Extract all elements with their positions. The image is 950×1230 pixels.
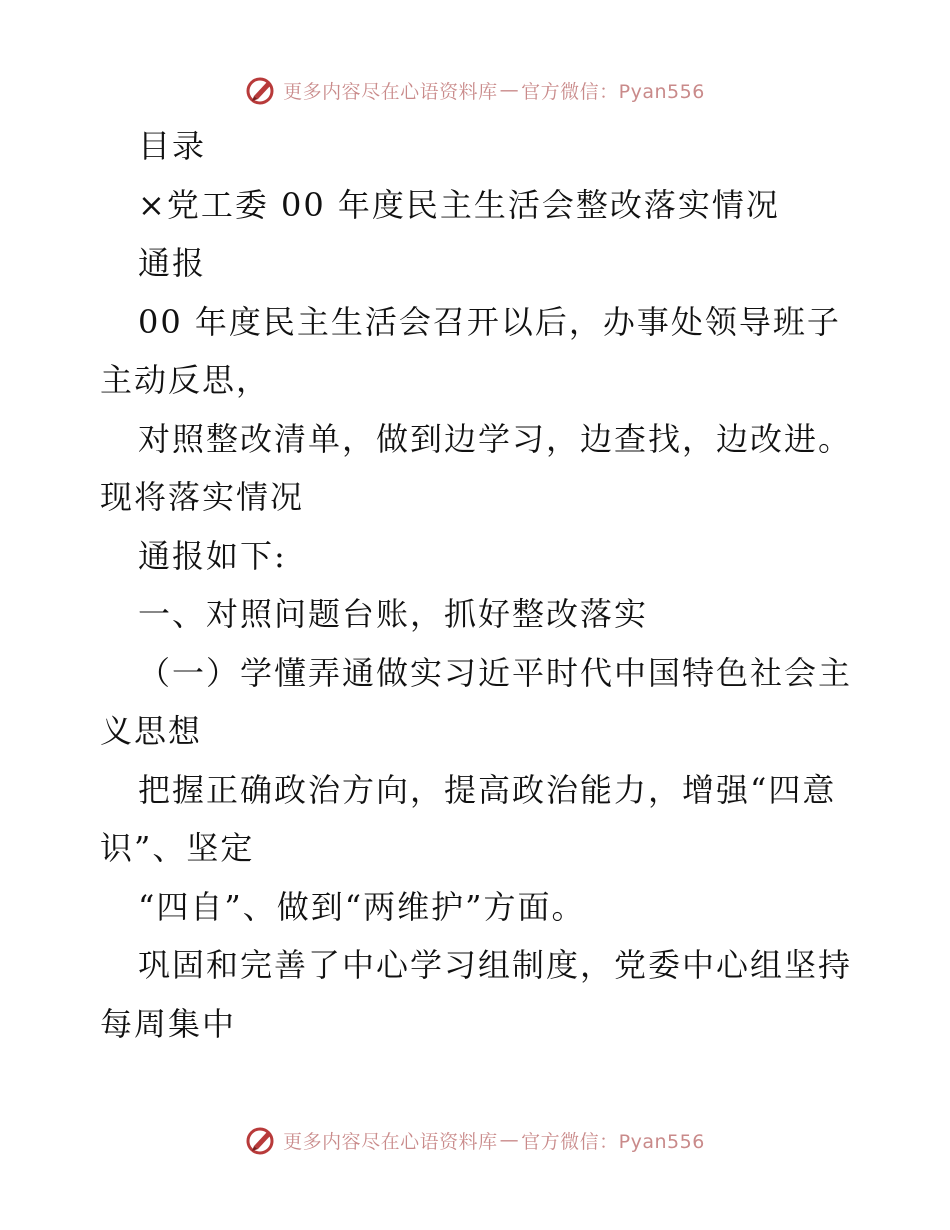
pen-logo-icon: [245, 1124, 277, 1156]
document-line: 一、对照问题台账，抓好整改落实: [138, 595, 649, 633]
document-line: 00 年度民主生活会召开以后，办事处领导班子: [138, 302, 841, 341]
watermark-contact: 官方微信：Pyan556: [521, 80, 705, 103]
watermark-separator: —: [499, 79, 520, 101]
document-line: 巩固和完善了中心学习组制度，党委中心组坚持: [138, 946, 853, 984]
document-line: 目录: [138, 127, 207, 165]
document-line: “四自”、做到“两维护”方面。: [138, 887, 586, 926]
watermark-header: [0, 70, 950, 110]
pen-logo-icon: [245, 74, 277, 106]
document-line: ×党工委 00 年度民主生活会整改落实情况: [138, 185, 780, 224]
watermark-footer: [0, 1120, 950, 1160]
document-line: 把握正确政治方向，提高政治能力，增强“四意: [138, 770, 837, 809]
document-line: 通报: [138, 244, 207, 282]
watermark-text: 更多内容尽在心语资料库: [283, 1130, 498, 1153]
watermark-text: 更多内容尽在心语资料库: [283, 80, 498, 103]
document-line: 对照整改清单，做到边学习，边查找，边改进。: [138, 419, 853, 458]
watermark-contact: 官方微信：Pyan556: [521, 1130, 705, 1153]
document-line: 主动反思，: [100, 361, 271, 399]
document-line: （一）学懂弄通做实习近平时代中国特色社会主: [138, 653, 853, 692]
watermark-separator: —: [499, 1129, 520, 1151]
document-line: 每周集中: [100, 1004, 237, 1043]
document-line: 义思想: [100, 712, 203, 750]
document-line: 现将落实情况: [100, 478, 305, 516]
document-line: 通报如下:: [138, 536, 287, 575]
document-line: 识”、坚定: [100, 829, 255, 867]
document-body: [100, 117, 860, 1053]
